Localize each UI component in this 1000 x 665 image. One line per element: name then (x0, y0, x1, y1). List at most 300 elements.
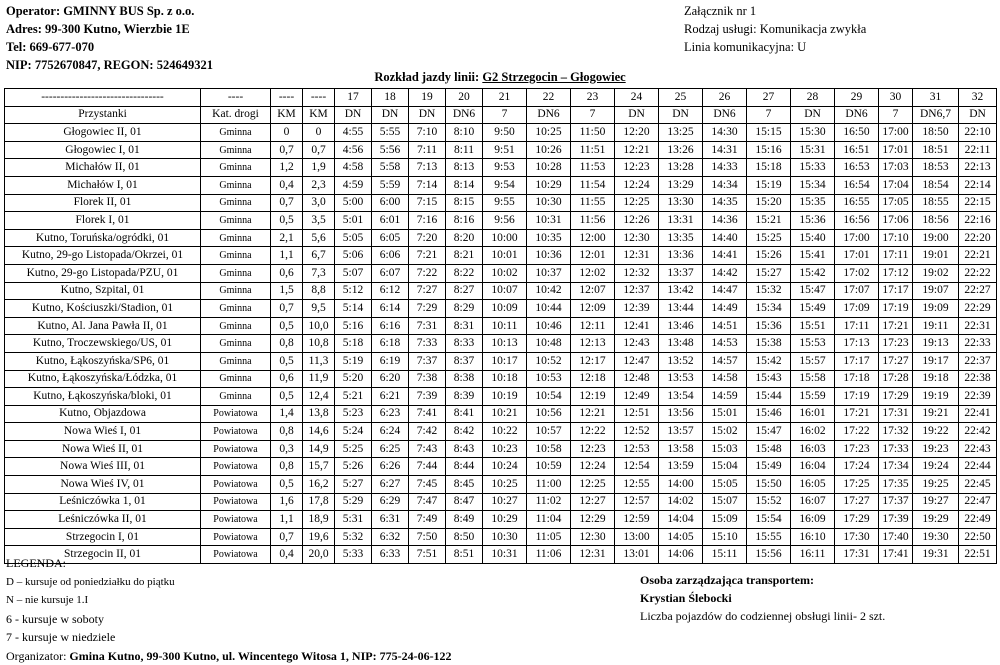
timetable-cell: 16:11 (791, 546, 835, 564)
timetable-cell: 19:22 (913, 423, 959, 441)
timetable-cell: 17:22 (835, 423, 879, 441)
timetable-cell: 9:55 (483, 194, 527, 212)
timetable-cell: 15:50 (747, 476, 791, 494)
timetable-cell: 1,5 (271, 282, 303, 300)
timetable-cell: 7 (483, 106, 527, 124)
timetable-cell: 5:26 (335, 458, 372, 476)
timetable-cell: 31 (913, 89, 959, 107)
timetable-cell: 12:55 (615, 476, 659, 494)
stop-name-cell: Kutno, Kościuszki/Stadion, 01 (5, 300, 201, 318)
timetable-cell: 0,8 (271, 458, 303, 476)
timetable-cell: 10:28 (527, 159, 571, 177)
stop-name-cell: Kutno, 29-go Listopada/PZU, 01 (5, 264, 201, 282)
timetable-cell: 29 (835, 89, 879, 107)
timetable-cell: 11:55 (571, 194, 615, 212)
timetable-cell: 15:35 (791, 194, 835, 212)
timetable-cell: 6:23 (372, 405, 409, 423)
timetable-cell: 7:27 (409, 282, 446, 300)
timetable-cell: 15:36 (791, 212, 835, 230)
timetable-cell: 26 (703, 89, 747, 107)
timetable-cell: 13:01 (615, 546, 659, 564)
timetable-cell: 6:18 (372, 335, 409, 353)
stop-name-cell: Kutno, Łąkoszyńska/bloki, 01 (5, 388, 201, 406)
timetable-cell: 17:18 (835, 370, 879, 388)
timetable-cell: 15:02 (703, 423, 747, 441)
timetable-cell: 15:07 (703, 493, 747, 511)
timetable-cell: 8:37 (446, 352, 483, 370)
timetable-cell: 7 (571, 106, 615, 124)
timetable-cell: DN (659, 106, 703, 124)
timetable-cell: 7 (879, 106, 913, 124)
timetable-cell: 22:42 (959, 423, 997, 441)
timetable-cell: 13:35 (659, 229, 703, 247)
timetable-cell: 10:13 (483, 335, 527, 353)
timetable-cell: 0,7 (271, 528, 303, 546)
organizer-info (6, 647, 452, 665)
stop-name-cell: Kutno, 29-go Listopada/Okrzei, 01 (5, 247, 201, 265)
timetable-cell: 14,6 (303, 423, 335, 441)
timetable-cell: 10:22 (483, 423, 527, 441)
timetable-cell: 13:42 (659, 282, 703, 300)
timetable-cell: 19:11 (913, 317, 959, 335)
operator-info (6, 2, 213, 74)
timetable-cell: 14:59 (703, 388, 747, 406)
timetable-cell: 17:19 (835, 388, 879, 406)
timetable-cell: 15:54 (747, 511, 791, 529)
timetable-cell: 0,7 (271, 300, 303, 318)
road-category-cell: Powiatowa (201, 405, 271, 423)
timetable-cell: 8:47 (446, 493, 483, 511)
timetable-cell: 28 (791, 89, 835, 107)
timetable-cell: 12,4 (303, 388, 335, 406)
timetable-cell: 22:15 (959, 194, 997, 212)
timetable-cell: 12:22 (571, 423, 615, 441)
timetable-cell: 5:59 (372, 176, 409, 194)
timetable-cell: 17:27 (879, 352, 913, 370)
table-row (5, 440, 997, 458)
table-row (5, 300, 997, 318)
timetable-cell: 16,2 (303, 476, 335, 494)
timetable-cell: 6:05 (372, 229, 409, 247)
timetable-cell: 17:37 (879, 493, 913, 511)
timetable-cell: 1,1 (271, 247, 303, 265)
timetable-cell: 22:44 (959, 458, 997, 476)
timetable-cell: 14:42 (703, 264, 747, 282)
timetable-cell: 0,5 (271, 212, 303, 230)
timetable-cell: 22 (527, 89, 571, 107)
timetable-cell: 10:53 (527, 370, 571, 388)
table-row (5, 264, 997, 282)
timetable-cell: 0 (271, 124, 303, 142)
timetable-cell: 14:06 (659, 546, 703, 564)
timetable-cell: 10:48 (527, 335, 571, 353)
timetable-cell: 6:20 (372, 370, 409, 388)
road-category-cell: Gminna (201, 159, 271, 177)
road-category-cell: ---- (201, 89, 271, 107)
timetable-cell: 15,7 (303, 458, 335, 476)
stop-name-cell: Florek II, 01 (5, 194, 201, 212)
timetable-cell: 17 (335, 89, 372, 107)
timetable-cell: 8:51 (446, 546, 483, 564)
timetable-cell: 17:05 (879, 194, 913, 212)
timetable-cell: 14:35 (703, 194, 747, 212)
page-title (0, 70, 1000, 85)
road-category-cell: Gminna (201, 300, 271, 318)
stop-name-cell: Nowa Wieś III, 01 (5, 458, 201, 476)
timetable-cell: 10,8 (303, 335, 335, 353)
timetable-cell: ---- (271, 89, 303, 107)
timetable-cell: 11:50 (571, 124, 615, 142)
column-header-row (5, 106, 997, 124)
timetable-cell: 12:23 (571, 440, 615, 458)
table-row (5, 528, 997, 546)
timetable-cell: 14:40 (703, 229, 747, 247)
timetable-cell: 15:36 (747, 317, 791, 335)
timetable-cell: 7:43 (409, 440, 446, 458)
road-category-cell: Gminna (201, 352, 271, 370)
timetable-cell: 12:02 (571, 264, 615, 282)
timetable-cell: 5:16 (335, 317, 372, 335)
table-row (5, 370, 997, 388)
timetable-cell: 6:29 (372, 493, 409, 511)
timetable-cell: 7:38 (409, 370, 446, 388)
timetable-cell: 10:19 (483, 388, 527, 406)
timetable-cell: 6:06 (372, 247, 409, 265)
timetable-cell: DN6 (527, 106, 571, 124)
timetable-cell: 19:24 (913, 458, 959, 476)
timetable-cell: 0,4 (271, 176, 303, 194)
timetable-cell: 10:02 (483, 264, 527, 282)
timetable-cell: 19:17 (913, 352, 959, 370)
timetable-cell: 19:31 (913, 546, 959, 564)
timetable-cell: 7:45 (409, 476, 446, 494)
timetable-cell: 0,8 (271, 335, 303, 353)
road-category-cell: Powiatowa (201, 511, 271, 529)
timetable-cell: 10:52 (527, 352, 571, 370)
timetable-cell: 15:38 (747, 335, 791, 353)
timetable-cell: 6:27 (372, 476, 409, 494)
timetable-cell: 16:56 (835, 212, 879, 230)
table-row (5, 124, 997, 142)
timetable-cell: 13:31 (659, 212, 703, 230)
timetable-cell: 0,8 (271, 423, 303, 441)
timetable-cell: 15:04 (703, 458, 747, 476)
timetable-cell: 10:25 (483, 476, 527, 494)
timetable-cell: 12:00 (571, 229, 615, 247)
timetable-cell: 22:33 (959, 335, 997, 353)
timetable-cell: 13:00 (615, 528, 659, 546)
timetable-cell: 5:07 (335, 264, 372, 282)
table-row (5, 423, 997, 441)
timetable-cell: 1,4 (271, 405, 303, 423)
timetable-cell: 22:29 (959, 300, 997, 318)
legend (6, 554, 452, 665)
legend-item: N – nie kursuje 1.I (6, 591, 452, 610)
timetable-cell: 17:27 (835, 493, 879, 511)
timetable-cell: 16:50 (835, 124, 879, 142)
timetable-cell: 18:55 (913, 194, 959, 212)
timetable-cell: 17:17 (879, 282, 913, 300)
timetable-cell: 12:13 (571, 335, 615, 353)
timetable-cell: 17:06 (879, 212, 913, 230)
timetable-cell: 11:06 (527, 546, 571, 564)
timetable-cell: 17:23 (879, 335, 913, 353)
stop-name-cell: Michałów II, 01 (5, 159, 201, 177)
timetable-cell: 10:29 (527, 176, 571, 194)
timetable-cell: 11:05 (527, 528, 571, 546)
timetable-cell: 16:04 (791, 458, 835, 476)
timetable-cell: 13:36 (659, 247, 703, 265)
timetable-cell: 12:25 (571, 476, 615, 494)
timetable-cell: 7:31 (409, 317, 446, 335)
timetable-cell: 10:00 (483, 229, 527, 247)
timetable-cell: 13:28 (659, 159, 703, 177)
timetable-cell: 10:18 (483, 370, 527, 388)
table-row (5, 317, 997, 335)
timetable-cell: 11:04 (527, 511, 571, 529)
timetable-cell: 12:23 (615, 159, 659, 177)
timetable-cell: 0,5 (271, 352, 303, 370)
timetable-cell: 15:49 (791, 300, 835, 318)
timetable-cell: 6:32 (372, 528, 409, 546)
timetable-cell: 17:31 (835, 546, 879, 564)
timetable-cell: 17,8 (303, 493, 335, 511)
timetable-cell: 8:13 (446, 159, 483, 177)
title-prefix: Rozkład jazdy linii: (374, 70, 482, 84)
timetable-cell: 0,6 (271, 370, 303, 388)
timetable-cell: 22:16 (959, 212, 997, 230)
timetable-cell: 10:44 (527, 300, 571, 318)
timetable-cell: 12:09 (571, 300, 615, 318)
timetable-cell: 19:30 (913, 528, 959, 546)
timetable-cell: 14:30 (703, 124, 747, 142)
timetable-cell: 12:24 (571, 458, 615, 476)
timetable-cell: 22:27 (959, 282, 997, 300)
timetable-cell: 19:23 (913, 440, 959, 458)
timetable-cell: 7:21 (409, 247, 446, 265)
operator-name: Operator: GMINNY BUS Sp. z o.o. (6, 2, 213, 20)
timetable-cell: 15:59 (791, 388, 835, 406)
timetable-cell: 11,9 (303, 370, 335, 388)
timetable-cell: 1,2 (271, 159, 303, 177)
timetable-cell: 15:31 (791, 141, 835, 159)
table-row (5, 335, 997, 353)
vehicle-count: Liczba pojazdów do codziennej obsługi linii- 2 szt. (640, 607, 885, 625)
timetable-cell: 11:51 (571, 141, 615, 159)
stop-name-cell: -------------------------------- (5, 89, 201, 107)
timetable-cell: 19:25 (913, 476, 959, 494)
timetable-cell: 5:00 (335, 194, 372, 212)
timetable-cell: 12:39 (615, 300, 659, 318)
timetable-cell: 16:53 (835, 159, 879, 177)
timetable-cell: 22:49 (959, 511, 997, 529)
table-row (5, 229, 997, 247)
timetable-cell: 5:18 (335, 335, 372, 353)
timetable-cell: 17:24 (835, 458, 879, 476)
timetable-cell: 22:51 (959, 546, 997, 564)
timetable-cell: 10:11 (483, 317, 527, 335)
timetable-cell: 12:54 (615, 458, 659, 476)
manager-label: Osoba zarządzająca transportem: (640, 573, 814, 587)
stop-name-cell: Kutno, Łąkoszyńska/Łódzka, 01 (5, 370, 201, 388)
timetable-cell: 14:57 (703, 352, 747, 370)
timetable-cell: 10:42 (527, 282, 571, 300)
timetable-cell: 16:03 (791, 440, 835, 458)
course-number-row (5, 89, 997, 107)
timetable-cell: 7:37 (409, 352, 446, 370)
timetable-cell: 17:00 (879, 124, 913, 142)
timetable-cell: 21 (483, 89, 527, 107)
timetable-cell: 7:20 (409, 229, 446, 247)
timetable-cell: 8:33 (446, 335, 483, 353)
road-category-cell: Gminna (201, 194, 271, 212)
legend-title: LEGENDA: (6, 554, 452, 573)
timetable-cell: 15:42 (791, 264, 835, 282)
timetable-cell: 19:02 (913, 264, 959, 282)
timetable-cell: 5:20 (335, 370, 372, 388)
timetable-cell: 12:21 (615, 141, 659, 159)
timetable-cell: 19,6 (303, 528, 335, 546)
road-category-cell: Powiatowa (201, 493, 271, 511)
timetable-cell: 16:51 (835, 141, 879, 159)
timetable-cell: 16:02 (791, 423, 835, 441)
timetable-cell: 0,6 (271, 264, 303, 282)
timetable-cell: 15:55 (747, 528, 791, 546)
timetable-cell: ---- (303, 89, 335, 107)
timetable-cell: 5:05 (335, 229, 372, 247)
timetable-cell: 12:32 (615, 264, 659, 282)
timetable-cell: 7 (747, 106, 791, 124)
timetable-cell: 10:30 (483, 528, 527, 546)
stop-name-cell: Leśniczówka II, 01 (5, 511, 201, 529)
timetable-cell: DN (335, 106, 372, 124)
road-category-cell: Gminna (201, 176, 271, 194)
timetable-cell: 8:41 (446, 405, 483, 423)
timetable-cell: 17:29 (879, 388, 913, 406)
timetable-cell: 15:58 (791, 370, 835, 388)
timetable (4, 88, 997, 564)
timetable-cell: 10:54 (527, 388, 571, 406)
timetable-cell: 22:10 (959, 124, 997, 142)
timetable-cell: 8:16 (446, 212, 483, 230)
stop-name-cell: Strzegocin II, 01 (5, 546, 201, 564)
timetable-cell: 13,8 (303, 405, 335, 423)
table-row (5, 476, 997, 494)
timetable-cell: 17:32 (879, 423, 913, 441)
timetable-cell: 14:47 (703, 282, 747, 300)
timetable-cell: 12:24 (615, 176, 659, 194)
timetable-cell: 15:48 (747, 440, 791, 458)
timetable-cell: 19:09 (913, 300, 959, 318)
timetable-cell: 15:42 (747, 352, 791, 370)
timetable-cell: 13:30 (659, 194, 703, 212)
timetable-cell: 17:00 (835, 229, 879, 247)
timetable-cell: 14:04 (659, 511, 703, 529)
timetable-cell: 17:25 (835, 476, 879, 494)
road-category-cell: Powiatowa (201, 528, 271, 546)
timetable-cell: 12:11 (571, 317, 615, 335)
stop-name-cell: Przystanki (5, 106, 201, 124)
timetable-cell: 22:47 (959, 493, 997, 511)
timetable-cell: 4:55 (335, 124, 372, 142)
timetable-cell: 17:10 (879, 229, 913, 247)
timetable-cell: 19:27 (913, 493, 959, 511)
timetable-cell: 6:21 (372, 388, 409, 406)
timetable-cell: 12:31 (571, 546, 615, 564)
timetable-cell: 10:09 (483, 300, 527, 318)
timetable-cell: 16:01 (791, 405, 835, 423)
timetable-cell: 17:41 (879, 546, 913, 564)
timetable-cell: 10:31 (527, 212, 571, 230)
timetable-cell: 14:36 (703, 212, 747, 230)
timetable-cell: 15:26 (747, 247, 791, 265)
timetable-cell: 13:59 (659, 458, 703, 476)
timetable-cell: 7:11 (409, 141, 446, 159)
timetable-cell: 6:26 (372, 458, 409, 476)
timetable-cell: 8:44 (446, 458, 483, 476)
timetable-cell: 12:59 (615, 511, 659, 529)
timetable-cell: 17:04 (879, 176, 913, 194)
timetable-cell: 16:55 (835, 194, 879, 212)
manager-name: Krystian Ślebocki (640, 591, 732, 605)
timetable-cell: 12:37 (615, 282, 659, 300)
stop-name-cell: Florek I, 01 (5, 212, 201, 230)
timetable-cell: 14:31 (703, 141, 747, 159)
timetable-cell: 19 (409, 89, 446, 107)
table-row (5, 159, 997, 177)
timetable-cell: 8:14 (446, 176, 483, 194)
stop-name-cell: Leśniczówka 1, 01 (5, 493, 201, 511)
timetable-cell: 20 (446, 89, 483, 107)
timetable-cell: 15:53 (791, 335, 835, 353)
timetable-cell: 1,9 (303, 159, 335, 177)
timetable-cell: 15:46 (747, 405, 791, 423)
timetable-cell: 6,7 (303, 247, 335, 265)
timetable-cell: 5,6 (303, 229, 335, 247)
table-row (5, 493, 997, 511)
timetable-cell: 5:27 (335, 476, 372, 494)
timetable-cell: 7:44 (409, 458, 446, 476)
stop-name-cell: Głogowiec I, 01 (5, 141, 201, 159)
timetable-cell: 12:57 (615, 493, 659, 511)
timetable-cell: 5:33 (335, 546, 372, 564)
timetable-cell: 10,0 (303, 317, 335, 335)
timetable-cell: 12:47 (615, 352, 659, 370)
timetable-cell: 12:29 (571, 511, 615, 529)
timetable-cell: 7:51 (409, 546, 446, 564)
timetable-cell: 19:01 (913, 247, 959, 265)
timetable-cell: 0,4 (271, 546, 303, 564)
road-category-cell: Powiatowa (201, 440, 271, 458)
title-route: G2 Strzegocin – Głogowiec (482, 70, 625, 84)
timetable-cell: 15:34 (791, 176, 835, 194)
timetable-cell: 5:21 (335, 388, 372, 406)
timetable-cell: 15:43 (747, 370, 791, 388)
timetable-cell: 18:54 (913, 176, 959, 194)
timetable-cell: 2,1 (271, 229, 303, 247)
timetable-cell: 10:29 (483, 511, 527, 529)
road-category-cell: Gminna (201, 317, 271, 335)
timetable-cell: 12:31 (615, 247, 659, 265)
timetable-cell: 13:56 (659, 405, 703, 423)
timetable-cell: 15:20 (747, 194, 791, 212)
road-category-cell: Gminna (201, 229, 271, 247)
timetable-cell: 15:25 (747, 229, 791, 247)
timetable-cell: 19:19 (913, 388, 959, 406)
organizer-label: Organizator: (6, 649, 69, 663)
timetable-cell: 22:31 (959, 317, 997, 335)
timetable-cell: 17:17 (835, 352, 879, 370)
